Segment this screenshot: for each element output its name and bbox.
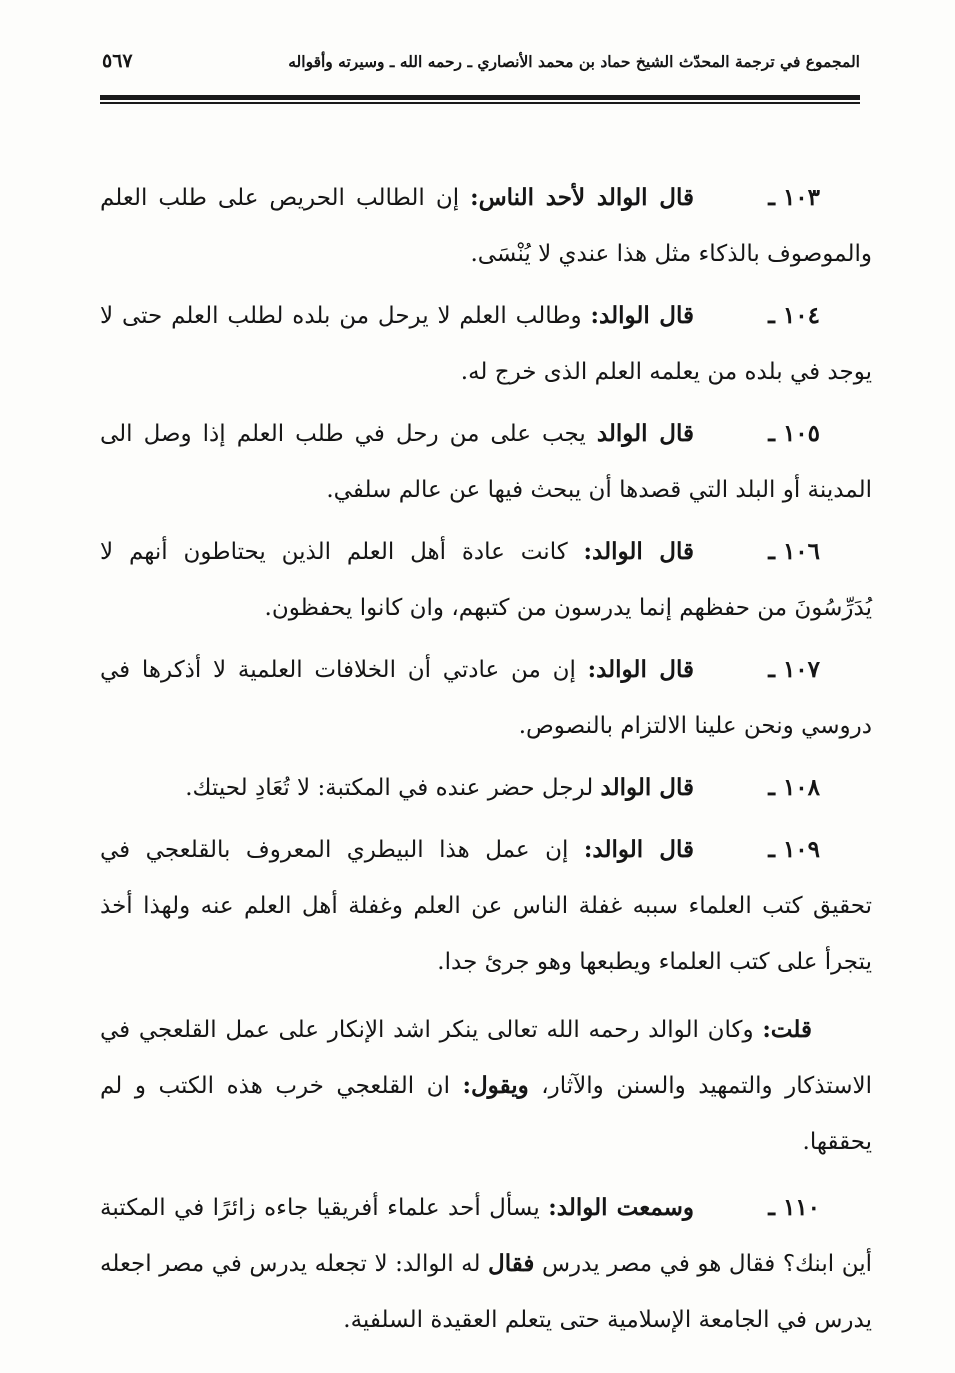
running-title: المجموع في ترجمة المحدّث الشيخ حماد بن محمد الأنصاري ـ رحمه الله ـ وسيرته وأقواله bbox=[288, 52, 860, 71]
entry-speaker: قال الوالد bbox=[600, 774, 694, 801]
entry-text: إن عمل هذا البيطري المعروف بالقلعجي في تحقيق كتب العلماء سببه غفلة الناس عن العلم وغفلة أهل العلم عنه ولهذا أخذ يتجرأ على كتب العلماء ويطبعها وهو جرئ جدا. bbox=[100, 837, 872, 975]
entry-number: ١٠٨ ـ bbox=[768, 774, 820, 801]
page-header bbox=[100, 46, 860, 86]
entry-text: إن الطالب الحريص على طلب العلم والموصوف بالذكاء مثل هذا عندي لا يُنْسَى. bbox=[100, 185, 872, 267]
note-text-2: ان القلعجي خرب هذه الكتب و لم يحققها. bbox=[100, 1073, 872, 1155]
entry-speaker: قال الوالد لأحد الناس: bbox=[470, 184, 694, 211]
entry-105 bbox=[100, 406, 872, 518]
entry-103 bbox=[100, 170, 872, 282]
entry-text-2: له الوالد: لا تجعله يدرس في مصر اجعله يدرس في الجامعة الإسلامية حتى يتعلم العقيدة السلفية. bbox=[100, 1251, 872, 1333]
note-text-1: وكان الوالد رحمه الله تعالى ينكر اشد الإنكار على عمل القلعجي في الاستذكار والتمهيد والسنن والآثار، bbox=[100, 1017, 873, 1099]
entry-110 bbox=[100, 1180, 872, 1348]
entry-109 bbox=[100, 822, 872, 990]
entry-108 bbox=[100, 760, 872, 816]
entry-text: إن من عادتي أن الخلافات العلمية لا أذكرها في دروسي ونحن علينا الالتزام بالنصوص. bbox=[100, 657, 872, 739]
entry-text: كانت عادة أهل العلم الذين يحتاطون أنهم لا يُدَرِّسُونَ من حفظهم إنما يدرسون من كتبهم، وان كانوا يحفظون. bbox=[100, 539, 872, 621]
note-lead: قلت: bbox=[762, 1016, 812, 1043]
entry-bold: فقال bbox=[488, 1250, 535, 1277]
entry-speaker: قال الوالد: bbox=[590, 302, 694, 329]
entry-107 bbox=[100, 642, 872, 754]
body-text bbox=[100, 170, 872, 1350]
entry-number: ١٠٤ ـ bbox=[768, 302, 820, 329]
entry-number: ١٠٧ ـ bbox=[768, 656, 820, 683]
entry-text-1: يسأل أحد علماء أفريقيا جاءه زائرًا في المكتبة أين ابنك؟ فقال هو في مصر يدرس bbox=[100, 1195, 872, 1277]
entry-speaker: وسمعت الوالد: bbox=[548, 1194, 695, 1221]
page-number: ٥٦٧ bbox=[102, 50, 133, 72]
entry-number: ١٠٩ ـ bbox=[768, 836, 821, 863]
entry-text: وطالب العلم لا يرحل من بلده لطلب العلم حتى لا يوجد في بلده من يعلمه العلم الذى خرج له. bbox=[100, 303, 872, 385]
entry-104 bbox=[100, 288, 872, 400]
author-note bbox=[100, 1002, 872, 1170]
entry-number: ١٠٥ ـ bbox=[768, 420, 820, 447]
header-rule-thin bbox=[100, 102, 860, 104]
entry-number: ١١٠ ـ bbox=[768, 1194, 821, 1221]
entry-speaker: قال الوالد: bbox=[583, 538, 695, 565]
note-bold: ويقول: bbox=[462, 1072, 529, 1099]
entry-speaker: قال الوالد bbox=[596, 420, 694, 447]
entry-text: يجب على من رحل في طلب العلم إذا وصل الى المدينة أو البلد التي قصدها أن يبحث فيها عن عالم سلفي. bbox=[100, 421, 872, 503]
entry-speaker: قال الوالد: bbox=[587, 656, 694, 683]
entry-number: ١٠٣ ـ bbox=[768, 184, 820, 211]
header-rule-thick bbox=[100, 95, 860, 100]
entry-number: ١٠٦ ـ bbox=[768, 538, 821, 565]
entry-speaker: قال الوالد: bbox=[583, 836, 695, 863]
entry-text: لرجل حضر عنده في المكتبة: لا تُعَادِ لحيتك. bbox=[185, 775, 601, 801]
entry-106 bbox=[100, 524, 872, 636]
